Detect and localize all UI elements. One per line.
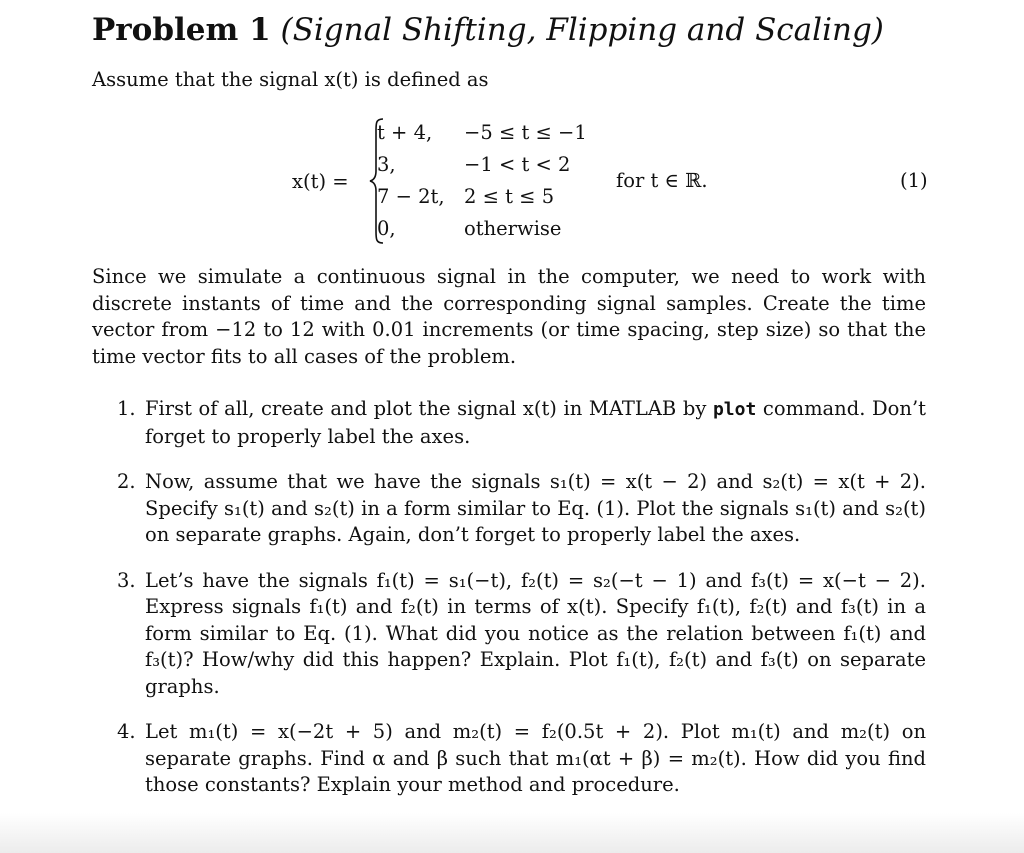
list-item [117,568,926,701]
simulation-paragraph: Since we simulate a continuous signal in the computer, we need to work with discrete instants of time and the corresponding signal samples. Create the time vector from −12 to 12 with 0.01 increments (or time spacing, step size) so that the time vector fits to all cases of the problem. [92,265,926,368]
case-cond: −1 < t < 2 [464,153,571,176]
case-expr: t + 4, [377,121,433,144]
case-cond: −5 ≤ t ≤ −1 [464,121,587,144]
equation-domain: for t ∈ ℝ. [616,169,708,192]
item-number: 2. [117,470,136,493]
intro-text: Assume that the signal x(t) is defined as [92,68,489,91]
case-expr: 0, [377,217,396,240]
item-number: 4. [117,720,136,743]
item-text: command. Don’t forget to properly label the axes. [145,397,926,448]
item-text: First of all, create and plot the signal x(t) in MATLAB by [145,397,713,420]
equation-number: (1) [900,169,928,192]
page-bottom-shadow [0,813,1024,853]
equation-lhs: x(t) = [292,170,349,193]
list-item [117,719,926,799]
item-number: 3. [117,568,136,592]
case-cond: 2 ≤ t ≤ 5 [464,185,555,208]
list-item [117,469,926,549]
case-expr: 7 − 2t, [377,185,445,208]
case-expr: 3, [377,153,396,176]
list-item [117,396,926,450]
task-list [117,396,926,799]
item-text: Now, assume that we have the signals s₁(t) = x(t − 2) and s₂(t) = x(t + 2). Specify s₁(t) and s₂(t) in a form similar to Eq. (1). Plot the signals s₁(t) and s₂(t) on separate graphs. Again, don’t forget to properly label the axes. [145,470,926,546]
problem-number: Problem 1 [92,12,271,48]
item-text: Let’s have the signals f₁(t) = s₁(−t), f₂(t) = s₂(−t − 1) and f₃(t) = x(−t − 2). Express signals f₁(t) and f₂(t) in terms of x(t). Specify f₁(t), f₂(t) and f₃(t) in a form similar to Eq. (1). What did you notice as the relation between f₁(t) and f₃(t)? How/why did this happen? Explain. Plot f₁(t), f₂(t) and f₃(t) on separate graphs. [145,568,926,698]
code-keyword: plot [712,399,757,420]
problem-subtitle: (Signal Shifting, Flipping and Scaling) [280,12,884,48]
piecewise-equation [92,117,926,245]
item-number: 1. [117,397,136,420]
problem-title [92,10,884,50]
item-text: Let m₁(t) = x(−2t + 5) and m₂(t) = f₂(0.5t + 2). Plot m₁(t) and m₂(t) on separate graphs. Find α and β such that m₁(αt + β) = m₂(t). How did you find those constants? Explain your method and procedure. [145,720,926,796]
case-cond: otherwise [464,217,562,240]
